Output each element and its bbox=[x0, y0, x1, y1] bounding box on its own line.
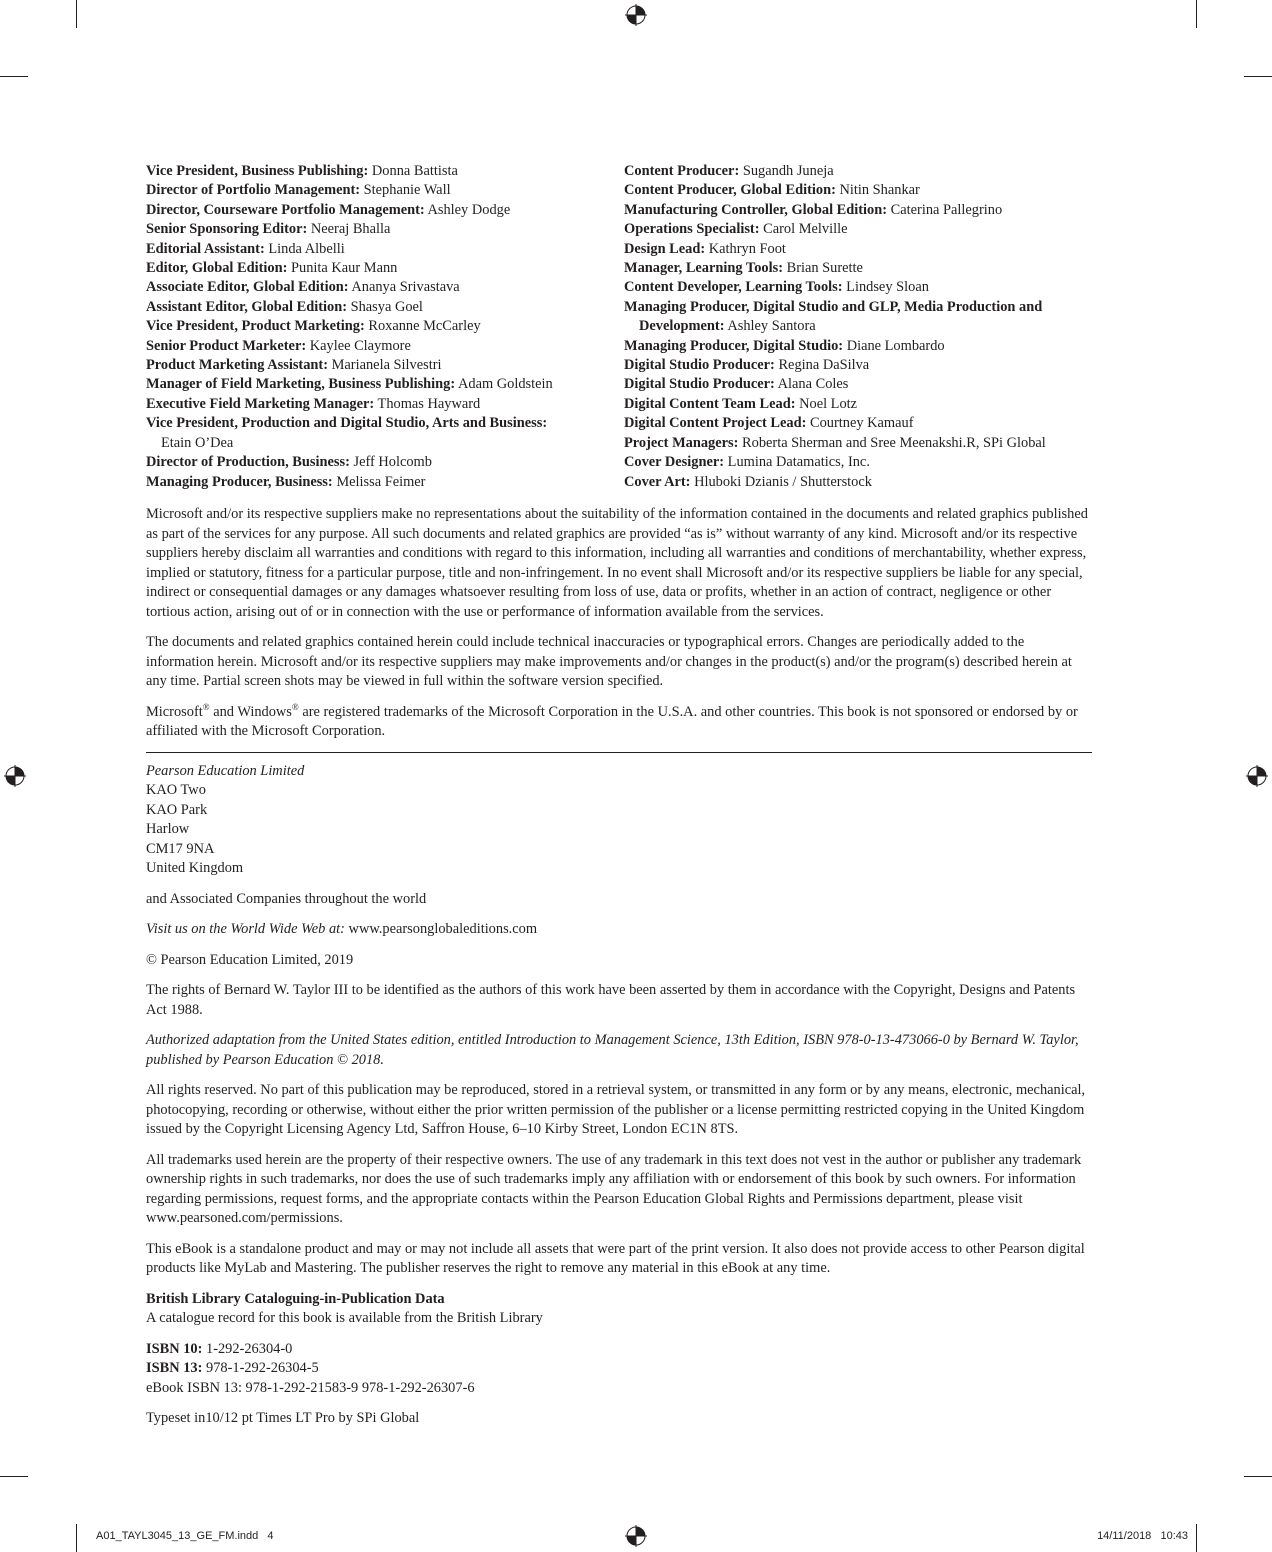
trademark-paragraph: Microsoft® and Windows® are registered trademarks of the Microsoft Corporation in the U.S.A. and other countries. This book is not sponsored or endorsed by or affiliated with the Microsoft Corporation. bbox=[146, 701, 1078, 739]
credit-line: Digital Content Project Lead: Courtney Kamauf bbox=[624, 415, 914, 432]
credit-line: Digital Content Team Lead: Noel Lotz bbox=[624, 395, 858, 412]
disclaimer-paragraph: Microsoft and/or its respective suppliers make no representations about the suitability of the information contained in the documents and related graphics published as part of the services for any purpose. All such documents and related graphics are provided “as is” without warranty of any kind. Microsoft and/or its respective suppliers hereby disclaim all warranties and conditions with regard to this information, including all warranties and conditions of merchantability, whether express, implied or statutory, fitness for a particular purpose, title and non-infringement. In no event shall Microsoft and/or its respective suppliers be liable for any special, indirect or consequential damages or any damages whatsoever resulting from loss of use, data or profits, whether in an action of contract, negligence or other tortious action, arising out of or in connection with the use or performance of information available from the services. bbox=[146, 506, 1088, 620]
isbn-13: ISBN 13: 978-1-292-26304-5 bbox=[146, 1360, 319, 1376]
divider bbox=[146, 752, 1092, 753]
address-line: KAO Two bbox=[146, 782, 206, 798]
registration-mark-icon bbox=[625, 4, 647, 26]
crop-mark bbox=[76, 1524, 77, 1552]
registration-mark-icon bbox=[625, 1525, 647, 1547]
publisher-name: Pearson Education Limited bbox=[146, 762, 305, 779]
credit-line: Content Developer, Learning Tools: Lindsey Sloan bbox=[624, 279, 929, 296]
credit-line: Vice President, Production and Digital Studio, Arts and Business: Etain O’Dea bbox=[146, 415, 548, 451]
typeset-line: Typeset in10/12 pt Times LT Pro by SPi Global bbox=[146, 1410, 420, 1426]
main-text bbox=[146, 505, 1092, 1429]
registration-mark-icon bbox=[4, 765, 26, 787]
slug-date: 14/11/2018 10:43 bbox=[1097, 1530, 1188, 1542]
credit-line: Director of Production, Business: Jeff Holcomb bbox=[146, 454, 432, 471]
credits-right-column bbox=[624, 162, 1094, 492]
associated-companies: and Associated Companies throughout the world bbox=[146, 890, 427, 907]
crop-mark bbox=[0, 76, 28, 77]
crop-mark bbox=[76, 0, 77, 28]
website-link[interactable]: www.pearsonglobaleditions.com bbox=[348, 921, 538, 937]
credit-line: Cover Designer: Lumina Datamatics, Inc. bbox=[624, 454, 870, 471]
credit-line: Manager of Field Marketing, Business Publishing: Adam Goldstein bbox=[146, 376, 553, 393]
address-line: United Kingdom bbox=[146, 860, 244, 876]
copyright-line: © Pearson Education Limited, 2019 bbox=[146, 951, 354, 968]
cip-heading: British Library Cataloguing-in-Publication Data bbox=[146, 1290, 445, 1307]
isbn-10: ISBN 10: 1-292-26304-0 bbox=[146, 1340, 293, 1357]
credit-line: Senior Sponsoring Editor: Neeraj Bhalla bbox=[146, 221, 391, 238]
credit-line: Vice President, Product Marketing: Roxanne McCarley bbox=[146, 318, 481, 335]
credit-line: Digital Studio Producer: Alana Coles bbox=[624, 376, 849, 393]
registration-mark-icon bbox=[1246, 765, 1268, 787]
credit-line: Managing Producer, Business: Melissa Feimer bbox=[146, 473, 426, 490]
credit-line: Assistant Editor, Global Edition: Shasya Goel bbox=[146, 298, 423, 315]
credit-line: Editor, Global Edition: Punita Kaur Mann bbox=[146, 260, 398, 277]
credit-line: Editorial Assistant: Linda Albelli bbox=[146, 240, 345, 257]
credit-line: Content Producer, Global Edition: Nitin Shankar bbox=[624, 182, 920, 199]
credit-line: Director, Courseware Portfolio Management: Ashley Dodge bbox=[146, 201, 511, 218]
website-line: Visit us on the World Wide Web at: www.pearsonglobaleditions.com bbox=[146, 921, 538, 937]
crop-mark bbox=[1244, 1476, 1272, 1477]
address-line: CM17 9NA bbox=[146, 840, 215, 857]
credit-line: Design Lead: Kathryn Foot bbox=[624, 240, 786, 257]
credit-line: Project Managers: Roberta Sherman and Sree Meenakshi.R, SPi Global bbox=[624, 434, 1046, 451]
credit-line: Product Marketing Assistant: Marianela Silvestri bbox=[146, 357, 442, 374]
address-line: KAO Park bbox=[146, 801, 208, 818]
ebook-paragraph: This eBook is a standalone product and may or may not include all assets that were part of the print version. It also does not provide access to other Pearson digital products like MyLab and Mastering. The publisher reserves the right to remove any material in this eBook at any time. bbox=[146, 1240, 1085, 1276]
all-rights-paragraph: All rights reserved. No part of this publication may be reproduced, stored in a retrieval system, or transmitted in any form or by any means, electronic, mechanical, photocopying, recording or otherwise, without either the prior written permission of the publisher or a license permitting restricted copying in the United Kingdom issued by the Copyright Licensing Agency Ltd, Saffron House, 6–10 Kirby Street, London EC1N 8TS. bbox=[146, 1082, 1086, 1137]
adaptation-paragraph: Authorized adaptation from the United States edition, entitled Introduction to Management Science, 13th Edition, ISBN 978-0-13-473066-0 by Bernard W. Taylor, published by Pearson Education © 2018. bbox=[146, 1032, 1079, 1068]
credit-line: Cover Art: Hluboki Dzianis / Shutterstock bbox=[624, 473, 872, 490]
rights-paragraph: The rights of Bernard W. Taylor III to be identified as the authors of this work have been asserted by them in accordance with the Copyright, Designs and Patents Act 1988. bbox=[146, 982, 1076, 1018]
crop-mark bbox=[0, 1476, 28, 1477]
credit-line: Vice President, Business Publishing: Donna Battista bbox=[146, 163, 458, 179]
credit-line: Managing Producer, Digital Studio and GLP, Media Production and Development: Ashley Santora bbox=[624, 298, 1043, 335]
credit-line: Senior Product Marketer: Kaylee Claymore bbox=[146, 337, 411, 354]
slug-filename: A01_TAYL3045_13_GE_FM.indd 4 bbox=[96, 1530, 274, 1542]
credit-line: Content Producer: Sugandh Juneja bbox=[624, 163, 834, 179]
credit-line: Director of Portfolio Management: Stephanie Wall bbox=[146, 182, 451, 199]
ebook-isbn: eBook ISBN 13: 978-1-292-21583-9 978-1-292-26307-6 bbox=[146, 1379, 475, 1396]
trademarks-paragraph: All trademarks used herein are the property of their respective owners. The use of any trademark in this text does not vest in the author or publisher any trademark ownership rights in such trademarks, nor does the use of such trademarks imply any affiliation with or endorsement of this book by such owners. For information regarding permissions, request forms, and the appropriate contacts within the Pearson Education Global Rights and Permissions department, please visit www.pearsoned.com/permissions. bbox=[146, 1151, 1082, 1226]
credit-line: Manager, Learning Tools: Brian Surette bbox=[624, 260, 863, 277]
crop-mark bbox=[1196, 0, 1197, 28]
disclaimer-paragraph: The documents and related graphics contained herein could include technical inaccuracies or typographical errors. Changes are periodically added to the information herein. Microsoft and/or its respective suppliers may make improvements and/or changes in the product(s) and/or the program(s) described herein at any time. Partial screen shots may be viewed in full within the software version specified. bbox=[146, 634, 1072, 689]
crop-mark bbox=[1196, 1524, 1197, 1552]
credit-line: Digital Studio Producer: Regina DaSilva bbox=[624, 357, 870, 374]
credit-line: Associate Editor, Global Edition: Ananya Srivastava bbox=[146, 279, 460, 296]
credit-line: Operations Specialist: Carol Melville bbox=[624, 221, 848, 238]
credit-line: Managing Producer, Digital Studio: Diane Lombardo bbox=[624, 337, 945, 354]
address-line: Harlow bbox=[146, 821, 190, 837]
credit-line: Executive Field Marketing Manager: Thomas Hayward bbox=[146, 395, 481, 412]
crop-mark bbox=[1244, 76, 1272, 77]
credits-left-column bbox=[146, 162, 616, 492]
credit-line: Manufacturing Controller, Global Edition: Caterina Pallegrino bbox=[624, 201, 1003, 218]
cip-text: A catalogue record for this book is available from the British Library bbox=[146, 1310, 543, 1326]
